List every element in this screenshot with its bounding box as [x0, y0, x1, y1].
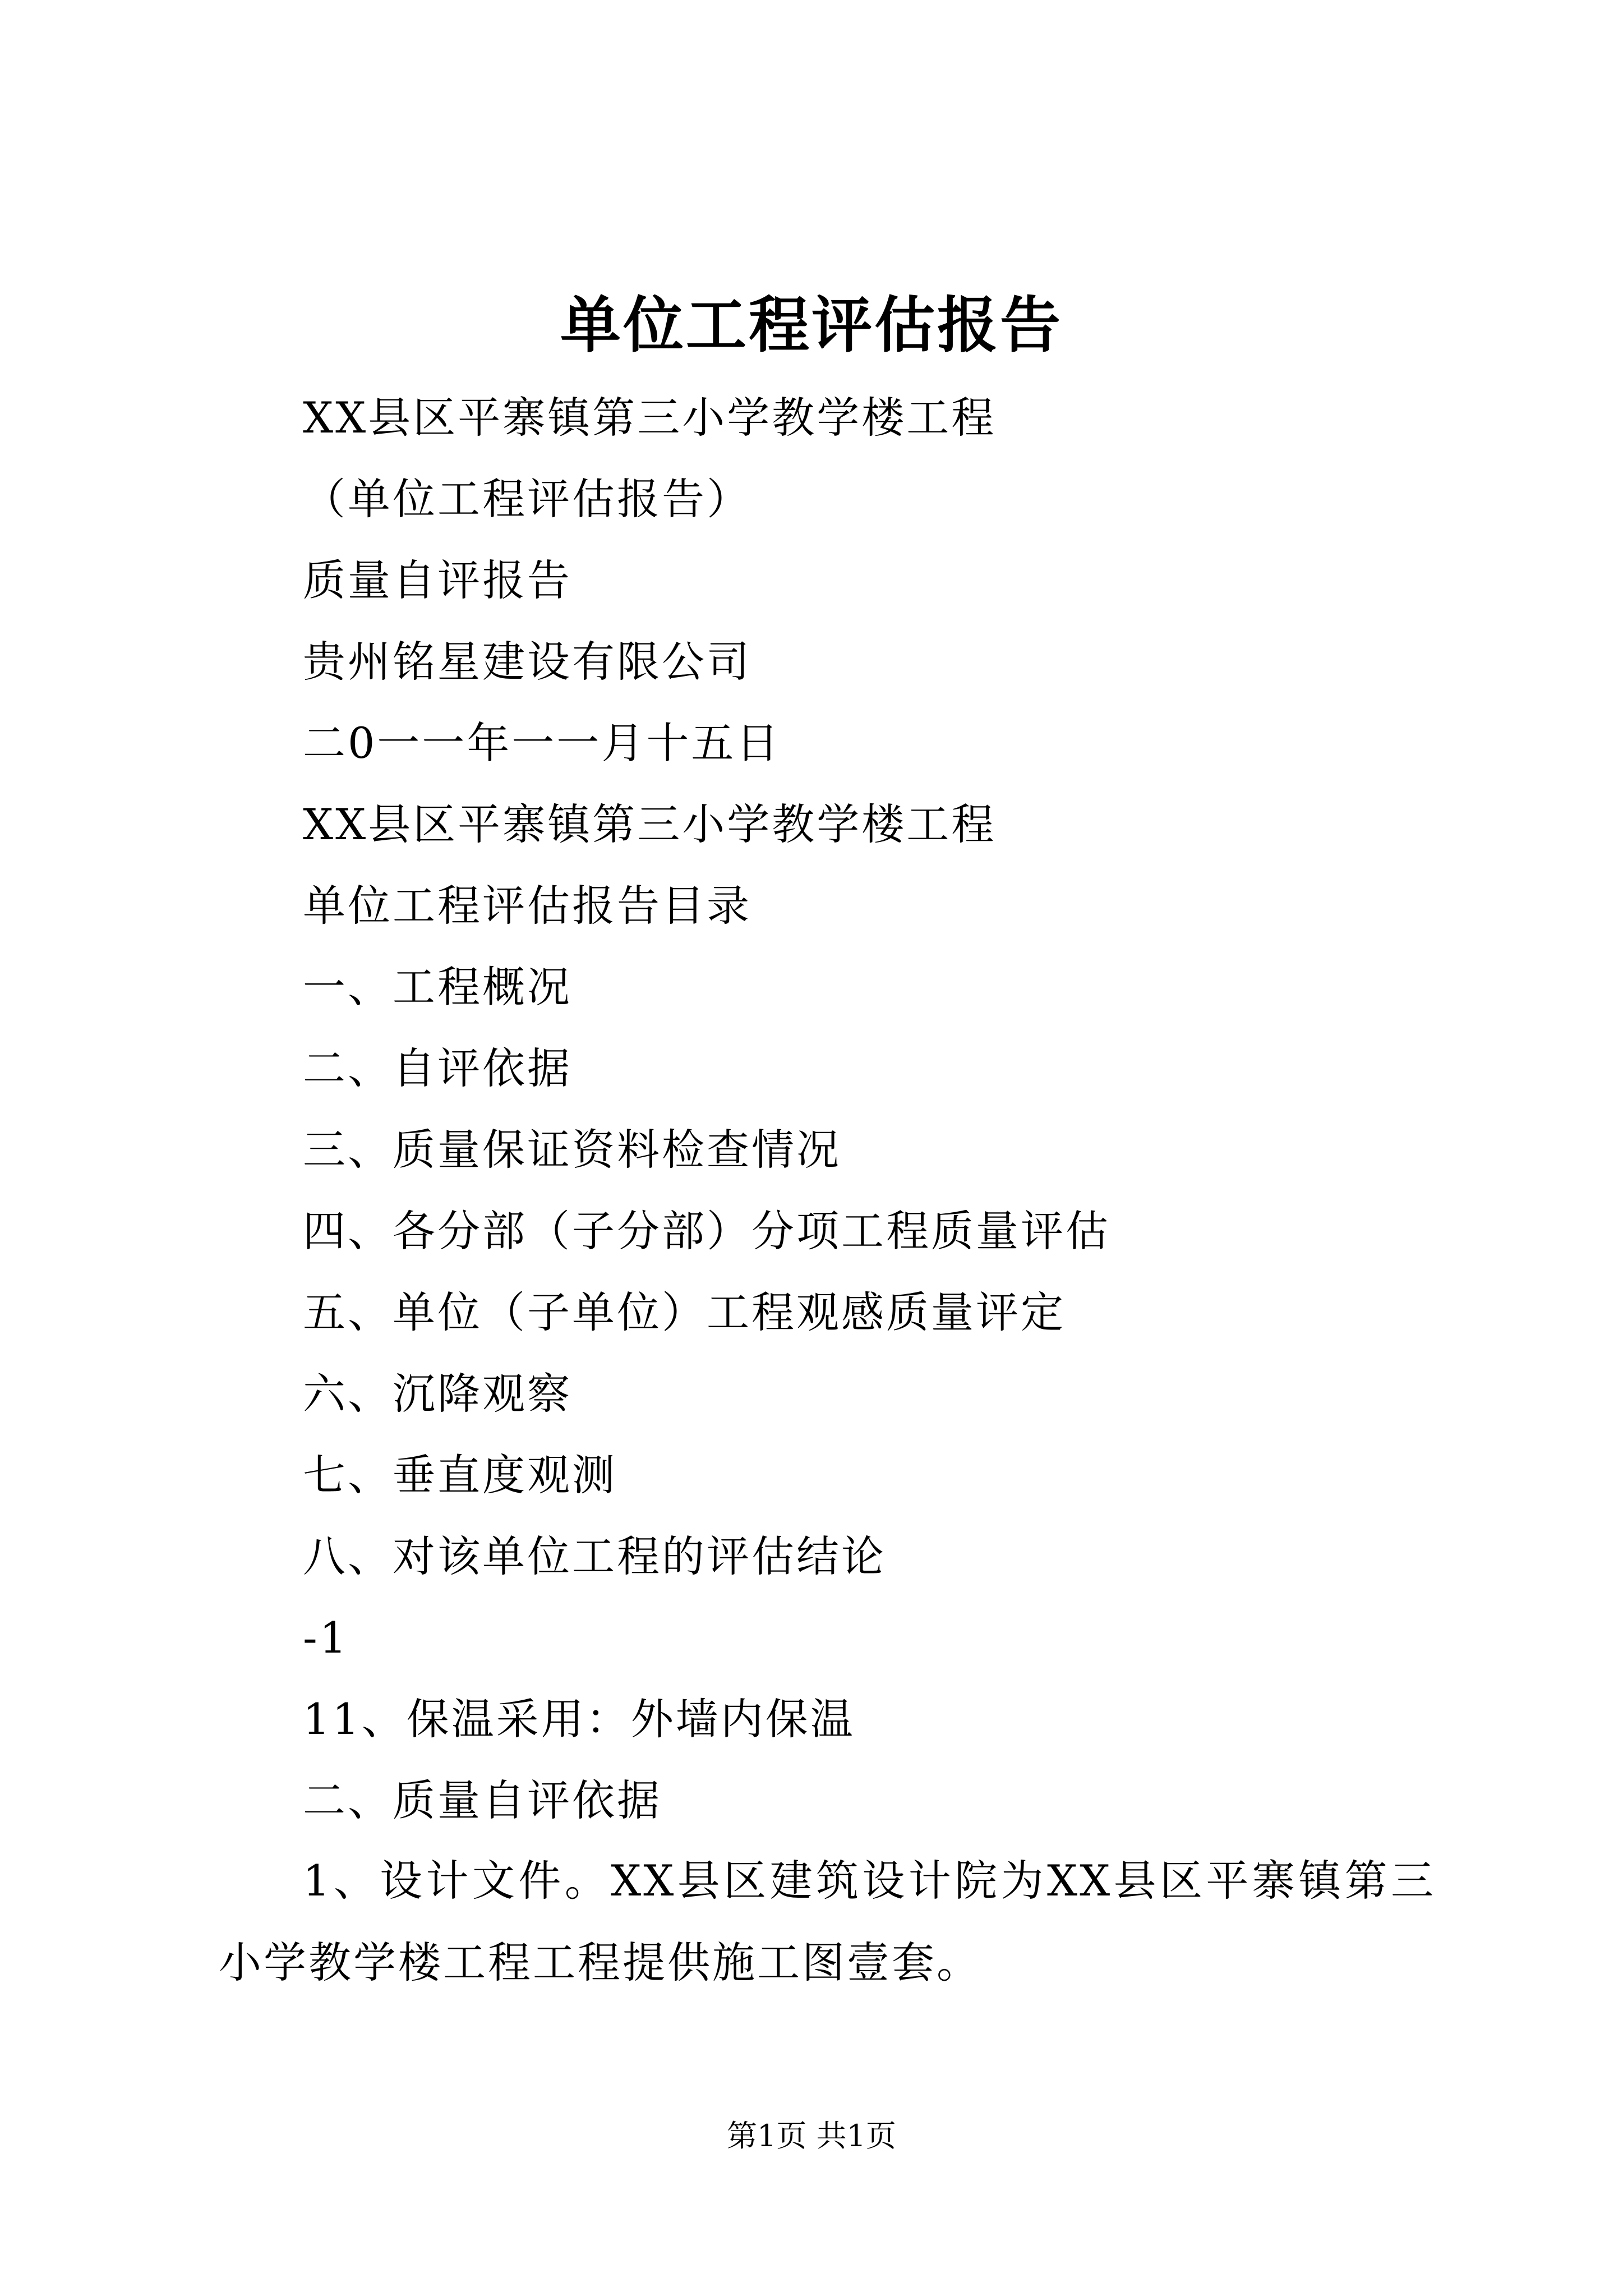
company-name: 贵州铭星建设有限公司	[303, 637, 751, 687]
report-subtitle: 质量自评报告	[303, 555, 572, 605]
project-name-line: XX县区平寨镇第三小学教学楼工程	[303, 393, 997, 443]
project-name-line: XX县区平寨镇第三小学教学楼工程	[303, 799, 997, 849]
toc-item: 二、自评依据	[303, 1043, 572, 1093]
report-type-line: （单位工程评估报告）	[303, 474, 751, 524]
toc-item: 四、各分部（子分部）分项工程质量评估	[303, 1206, 1110, 1256]
toc-item: 三、质量保证资料检查情况	[303, 1125, 841, 1175]
toc-item: 七、垂直度观测	[303, 1450, 617, 1500]
report-date: 二0一一年一一月十五日	[303, 718, 781, 768]
toc-item: 八、对该单位工程的评估结论	[303, 1531, 886, 1581]
toc-item: 六、沉降观察	[303, 1369, 572, 1419]
page-footer: 第1页 共1页	[727, 2118, 896, 2154]
toc-item: 五、单位（子单位）工程观感质量评定	[303, 1287, 1066, 1337]
document-title: 单位工程评估报告	[560, 290, 1063, 361]
section-heading: 二、质量自评依据	[303, 1775, 662, 1825]
toc-heading: 单位工程评估报告目录	[303, 881, 751, 931]
toc-item: 一、工程概况	[303, 962, 572, 1012]
page-marker: -1	[303, 1613, 349, 1663]
body-line: 11、保温采用：外墙内保温	[303, 1694, 855, 1744]
body-paragraph: 1、设计文件。XX县区建筑设计院为XX县区平寨镇第三小学教学楼工程工程提供施工图壹套。	[219, 1856, 1436, 1987]
